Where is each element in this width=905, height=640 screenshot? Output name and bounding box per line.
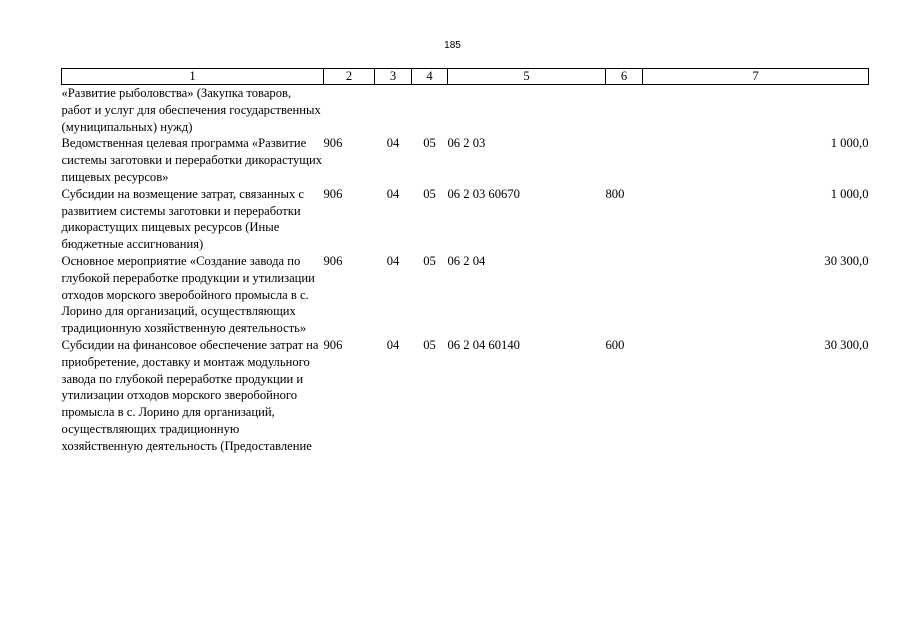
cell-section: 04: [386, 136, 400, 151]
cell-ministry: 906: [323, 253, 343, 268]
table-row: [62, 135, 869, 185]
cell-section: 04: [386, 253, 400, 268]
cell-target-article: [448, 85, 606, 136]
cell-name: Субсидии на финансовое обеспечение затрат на приобретение, доставку и монтаж модульного завода по глубокой переработке продукции и утилизации отходов морского зверобойного промысла в с. Лорино для организаций, осуществляющих традиционную хозяйственную деятельность (Предоставление: [61, 337, 319, 453]
cell-section: [375, 85, 412, 136]
cell-subsection: 05: [423, 136, 436, 151]
header-col-5: 5: [448, 69, 606, 85]
cell-target-article: 06 2 03 60670: [447, 186, 520, 201]
cell-target-article: 06 2 03: [447, 136, 486, 151]
cell-expense-type: [606, 135, 643, 185]
header-col-3: 3: [375, 69, 412, 85]
cell-amount: [643, 85, 869, 136]
table-row: [62, 85, 869, 136]
header-row: [62, 69, 869, 85]
table-row: [62, 186, 869, 253]
cell-name: Ведомственная целевая программа «Развитие системы заготовки и переработки дикорастущих пищевых ресурсов»: [61, 136, 323, 184]
cell-ministry: 906: [323, 186, 343, 201]
cell-target-article: 06 2 04: [447, 253, 486, 268]
header-col-7: 7: [643, 69, 869, 85]
cell-section: 04: [386, 186, 400, 201]
cell-subsection: 05: [423, 253, 436, 268]
cell-expense-type: [606, 85, 643, 136]
cell-expense-type: 600: [605, 337, 625, 352]
cell-amount: 1 000,0: [830, 136, 869, 151]
cell-name: Субсидии на возмещение затрат, связанных с развитием системы заготовки и переработки дикорастущих пищевых ресурсов (Иные бюджетные ассигнования): [61, 186, 304, 252]
cell-amount: 1 000,0: [830, 186, 869, 201]
table-row: [62, 337, 869, 455]
budget-table: [61, 68, 869, 455]
page-number: 185: [444, 40, 461, 51]
header-col-4: 4: [412, 69, 448, 85]
cell-ministry: 906: [323, 337, 343, 352]
cell-amount: 30 300,0: [824, 253, 869, 268]
cell-target-article: 06 2 04 60140: [447, 337, 520, 352]
cell-subsection: [412, 85, 448, 136]
header-col-1: 1: [62, 69, 324, 85]
cell-name: Основное мероприятие «Создание завода по глубокой переработке продукции и утилизации отходов морского зверобойного промысла в с. Лорино для организаций, осуществляющих традиционную хозяйственную деятельность»: [61, 253, 315, 336]
table-row: [62, 253, 869, 337]
cell-ministry: [324, 85, 375, 136]
cell-section: 04: [386, 337, 400, 352]
cell-subsection: 05: [423, 186, 436, 201]
cell-expense-type: [606, 253, 643, 337]
cell-expense-type: 800: [605, 186, 625, 201]
header-col-6: 6: [606, 69, 643, 85]
cell-subsection: 05: [423, 337, 436, 352]
cell-amount: 30 300,0: [824, 337, 869, 352]
cell-name: «Развитие рыболовства» (Закупка товаров, работ и услуг для обеспечения государственных (муниципальных) нужд): [61, 86, 321, 134]
header-col-2: 2: [324, 69, 375, 85]
cell-ministry: 906: [323, 136, 343, 151]
